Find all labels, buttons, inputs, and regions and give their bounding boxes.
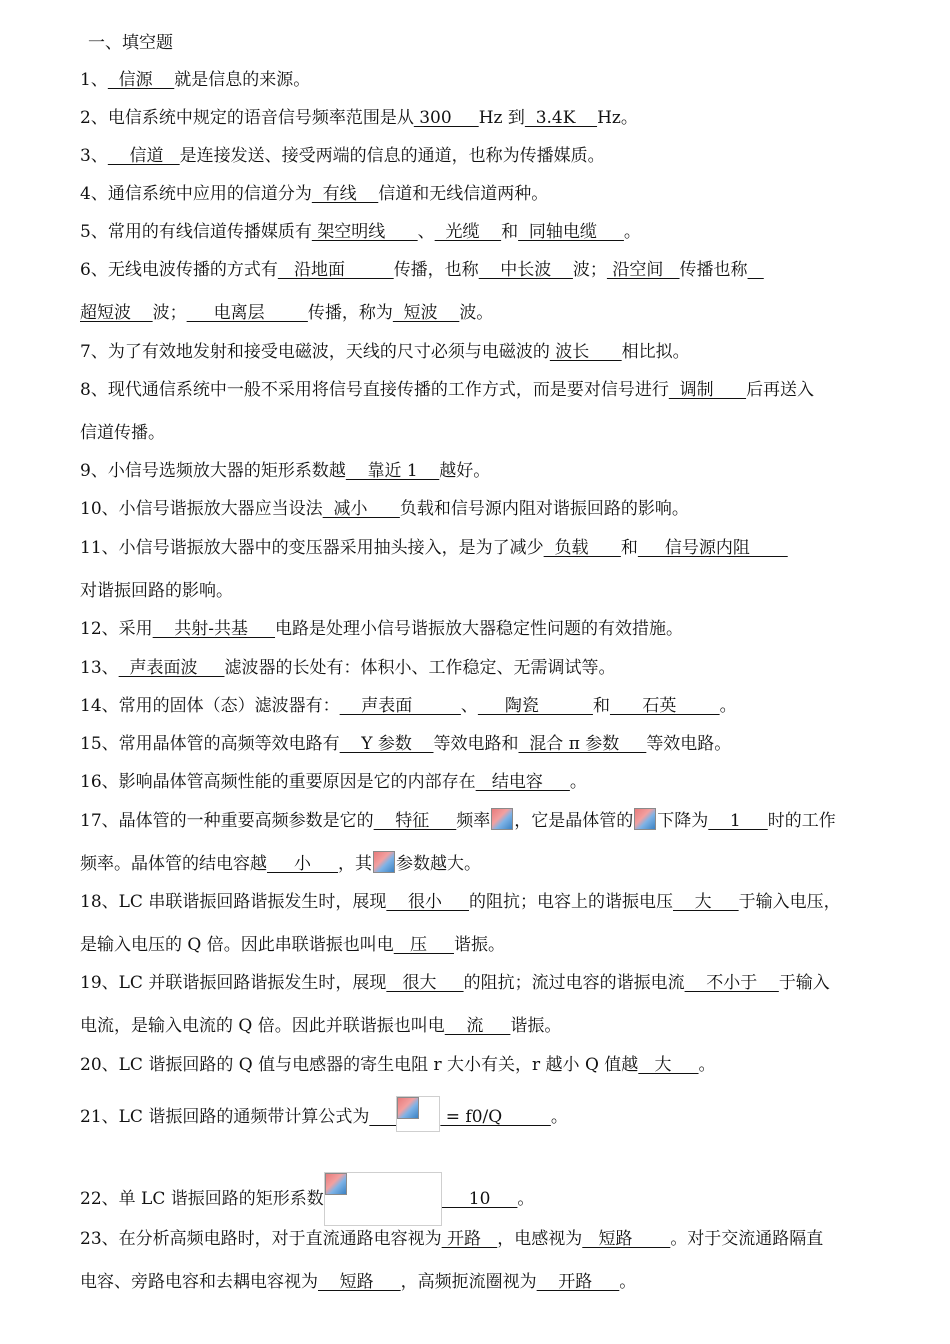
- question-text: 传播，称为: [307, 303, 393, 323]
- question-3: [80, 145, 930, 167]
- question-text: 传播也称: [679, 260, 748, 280]
- question-text: 波。: [459, 303, 494, 323]
- question-text: 等效电路和: [433, 734, 519, 754]
- question-4: [80, 183, 930, 205]
- question-number: 10、: [80, 499, 119, 519]
- question-text: 对谐振回路的影响。: [80, 581, 233, 601]
- answer-blank: 声表面: [339, 696, 461, 716]
- question-text: LC 并联谐振回路谐振发生时，展现: [118, 973, 387, 993]
- question-14: [80, 695, 930, 717]
- answer-blank: 负载: [543, 538, 621, 558]
- answer-blank: 沿空间: [606, 260, 680, 280]
- answer-blank: 同轴电缆: [518, 222, 624, 242]
- question-19-continued: [80, 1015, 930, 1037]
- question-text: ，电感视为: [497, 1229, 583, 1249]
- question-text: 于输入: [778, 973, 830, 993]
- answer-blank: 压: [393, 935, 454, 955]
- question-number: 11、: [80, 538, 119, 558]
- question-text: 无线电波传播的方式有: [107, 260, 278, 280]
- answer-blank: 信道: [107, 146, 180, 166]
- question-number: 19、: [80, 973, 119, 993]
- question-text: 和: [620, 538, 638, 558]
- answer-blank: 信源: [107, 70, 175, 90]
- question-text: 电信系统中规定的语音信号频率范围是从: [107, 108, 414, 128]
- question-number: 14、: [80, 696, 119, 716]
- answer-blank: 沿地面: [277, 260, 394, 280]
- question-text: LC 谐振回路的 Q 值与电感器的寄生电阻 r 大小有关，r 越小 Q 值越: [118, 1055, 639, 1075]
- question-text: Hz。: [597, 108, 638, 128]
- question-number: 1、: [80, 70, 108, 90]
- answer-blank: 开路: [536, 1272, 620, 1292]
- question-text: 电容、旁路电容和去耦电容视为: [80, 1272, 318, 1292]
- question-number: 20、: [80, 1055, 119, 1075]
- question-text: 频率: [456, 811, 491, 831]
- question-15: [80, 733, 930, 755]
- question-text: ，高频扼流圈视为: [400, 1272, 537, 1292]
- answer-blank: 共射-共基: [152, 619, 276, 639]
- question-number: 9、: [80, 461, 108, 481]
- question-number: 2、: [80, 108, 108, 128]
- question-text: 谐振。: [510, 1016, 562, 1036]
- question-text: ，它是晶体管的: [514, 811, 634, 831]
- question-text: 通信系统中应用的信道分为: [107, 184, 312, 204]
- question-text: 是连接发送、接受两端的信息的通道，也称为传播媒质。: [179, 146, 605, 166]
- question-23: [80, 1228, 930, 1250]
- question-text: 。: [550, 1107, 568, 1127]
- question-number: 16、: [80, 772, 119, 792]
- answer-blank: 光缆: [434, 222, 502, 242]
- question-text: 小信号谐振放大器应当设法: [118, 499, 323, 519]
- question-text: 小信号选频放大器的矩形系数越: [107, 461, 346, 481]
- answer-blank: 石英: [609, 696, 720, 716]
- answer-blank: 波长: [549, 342, 622, 362]
- question-text: LC 谐振回路的通频带计算公式为: [118, 1107, 370, 1127]
- answer-blank: 大: [672, 892, 739, 912]
- question-20: [80, 1054, 930, 1076]
- question-number: 8、: [80, 380, 108, 400]
- question-7: [80, 341, 930, 363]
- question-text: 电路是处理小信号谐振放大器稳定性问题的有效措施。: [275, 619, 684, 639]
- question-5: [80, 221, 930, 243]
- question-19: [80, 972, 930, 994]
- question-23-continued: [80, 1271, 930, 1293]
- answer-blank: 架空明线: [311, 222, 418, 242]
- answer-blank: 不小于: [684, 973, 779, 993]
- answer-blank: 300: [413, 108, 479, 128]
- answer-blank: 小: [267, 854, 339, 874]
- question-text: 下降为: [657, 811, 709, 831]
- question-text: 。: [698, 1055, 716, 1075]
- broken-image-icon: [373, 851, 395, 873]
- question-text: 、: [417, 222, 435, 242]
- question-18-continued: [80, 934, 930, 956]
- question-text: 频率。晶体管的结电容越: [80, 854, 267, 874]
- answer-blank: 短路: [582, 1229, 671, 1249]
- answer-blank: 1: [708, 811, 768, 831]
- question-number: 7、: [80, 342, 108, 362]
- question-21: [80, 1096, 930, 1132]
- answer-blank: Y 参数: [339, 734, 434, 754]
- question-text: 。: [623, 222, 641, 242]
- question-text: 的阻抗；流过电容的谐振电流: [463, 973, 685, 993]
- question-8-continued: [80, 422, 930, 444]
- question-11: [80, 537, 930, 559]
- question-8: [80, 379, 930, 401]
- answer-blank: 减小: [322, 499, 400, 519]
- question-text: 常用晶体管的高频等效电路有: [118, 734, 340, 754]
- question-text: 越好。: [439, 461, 491, 481]
- question-text: 就是信息的来源。: [174, 70, 311, 90]
- question-text: 波；: [152, 303, 187, 323]
- question-text: Hz 到: [478, 108, 525, 128]
- question-22: [80, 1172, 930, 1226]
- question-text: 小信号谐振放大器中的变压器采用抽头接入，是为了减少: [118, 538, 544, 558]
- question-text: 常用的固体（态）滤波器有：: [118, 696, 340, 716]
- answer-blank: 超短波: [80, 303, 153, 323]
- answer-blank: 短波: [392, 303, 460, 323]
- question-text: 等效电路。: [646, 734, 732, 754]
- question-text: 。: [569, 772, 587, 792]
- answer-blank: 电离层: [186, 303, 308, 323]
- question-2: [80, 107, 930, 129]
- question-number: 23、: [80, 1229, 119, 1249]
- answer-blank: 中长波: [478, 260, 573, 280]
- question-text: ，其: [338, 854, 373, 874]
- question-text: 晶体管的一种重要高频参数是它的: [118, 811, 374, 831]
- answer-blank: 调制: [668, 380, 747, 400]
- question-number: 5、: [80, 222, 108, 242]
- question-number: 18、: [80, 892, 119, 912]
- question-9: [80, 460, 930, 482]
- question-text: 为了有效地发射和接受电磁波，天线的尺寸必须与电磁波的: [107, 342, 550, 362]
- answer-blank: 混合 π 参数: [518, 734, 647, 754]
- question-text: 采用: [118, 619, 153, 639]
- answer-blank: 有线: [311, 184, 379, 204]
- question-11-continued: [80, 580, 930, 602]
- answer-blank: 很小: [386, 892, 469, 912]
- answer-blank: 声表面波: [118, 658, 225, 678]
- answer-blank: 很大: [386, 973, 464, 993]
- question-text: 电流，是输入电流的 Q 倍。因此并联谐振也叫电: [80, 1016, 445, 1036]
- question-13: [80, 657, 930, 679]
- question-text: 是输入电压的 Q 倍。因此串联谐振也叫电: [80, 935, 394, 955]
- question-text: 。: [517, 1189, 535, 1209]
- question-text: 和: [592, 696, 610, 716]
- question-text: LC 串联谐振回路谐振发生时，展现: [118, 892, 387, 912]
- answer-blank: 3.4K: [524, 108, 598, 128]
- question-17: [80, 808, 930, 832]
- question-text: 的阻抗；电容上的谐振电压: [468, 892, 673, 912]
- question-number: 3、: [80, 146, 108, 166]
- question-1: [80, 69, 930, 91]
- question-text: 时的工作: [767, 811, 836, 831]
- question-text: 在分析高频电路时，对于直流通路电容视为: [118, 1229, 442, 1249]
- question-number: 15、: [80, 734, 119, 754]
- question-text: 后再送入: [746, 380, 815, 400]
- question-text: 信道传播。: [80, 423, 165, 443]
- question-number: 4、: [80, 184, 108, 204]
- answer-blank: 短路: [318, 1272, 401, 1292]
- question-text: 信道和无线信道两种。: [378, 184, 549, 204]
- question-6-continued: [80, 302, 930, 324]
- question-text: 单 LC 谐振回路的矩形系数: [118, 1189, 324, 1209]
- answer-blank: 信号源内阻: [637, 538, 788, 558]
- question-17-continued: [80, 851, 930, 875]
- question-text: 负载和信号源内阻对谐振回路的影响。: [399, 499, 689, 519]
- question-text: 传播，也称: [393, 260, 479, 280]
- section-title: 一、填空题: [88, 33, 173, 53]
- question-18: [80, 891, 930, 913]
- broken-image-icon: [634, 808, 656, 830]
- question-number: 21、: [80, 1107, 119, 1127]
- question-text: 和: [501, 222, 519, 242]
- question-12: [80, 618, 930, 640]
- formula-image-frame: [324, 1172, 442, 1226]
- question-number: 13、: [80, 658, 119, 678]
- answer-blank: 陶瓷: [477, 696, 593, 716]
- question-text: 谐振。: [453, 935, 505, 955]
- answer-blank: 大: [638, 1055, 699, 1075]
- question-text: 。对于交流通路隔直: [670, 1229, 824, 1249]
- question-number: 22、: [80, 1189, 119, 1209]
- question-text: 于输入电压，: [738, 892, 841, 912]
- answer-blank: 开路: [441, 1229, 498, 1249]
- answer-blank: [369, 1107, 396, 1127]
- question-text: 滤波器的长处有：体积小、工作稳定、无需调试等。: [224, 658, 616, 678]
- question-number: 6、: [80, 260, 108, 280]
- question-text: 相比拟。: [621, 342, 690, 362]
- broken-image-icon: [491, 808, 513, 830]
- answer-blank: 结电容: [475, 772, 570, 792]
- broken-image-icon: [325, 1173, 347, 1195]
- answer-blank: 10: [441, 1189, 518, 1209]
- question-text: 。: [719, 696, 737, 716]
- question-text: 影响晶体管高频性能的重要原因是它的内部存在: [118, 772, 476, 792]
- question-text: 参数越大。: [396, 854, 482, 874]
- answer-blank: 流: [444, 1016, 511, 1036]
- question-6: [80, 259, 930, 281]
- formula-image-frame: [396, 1096, 440, 1132]
- question-10: [80, 498, 930, 520]
- question-number: 17、: [80, 811, 119, 831]
- answer-blank: 特征: [373, 811, 457, 831]
- question-16: [80, 771, 930, 793]
- broken-image-icon: [397, 1097, 419, 1119]
- question-text: 、: [460, 696, 478, 716]
- question-text: 。: [619, 1272, 637, 1292]
- question-text: 波；: [572, 260, 607, 280]
- answer-blank: = f0/Q: [440, 1107, 551, 1127]
- question-text: 现代通信系统中一般不采用将信号直接传播的工作方式，而是要对信号进行: [107, 380, 669, 400]
- question-number: 12、: [80, 619, 119, 639]
- answer-blank: [748, 260, 764, 280]
- answer-blank: 靠近 1: [345, 461, 440, 481]
- question-text: 常用的有线信道传播媒质有: [107, 222, 312, 242]
